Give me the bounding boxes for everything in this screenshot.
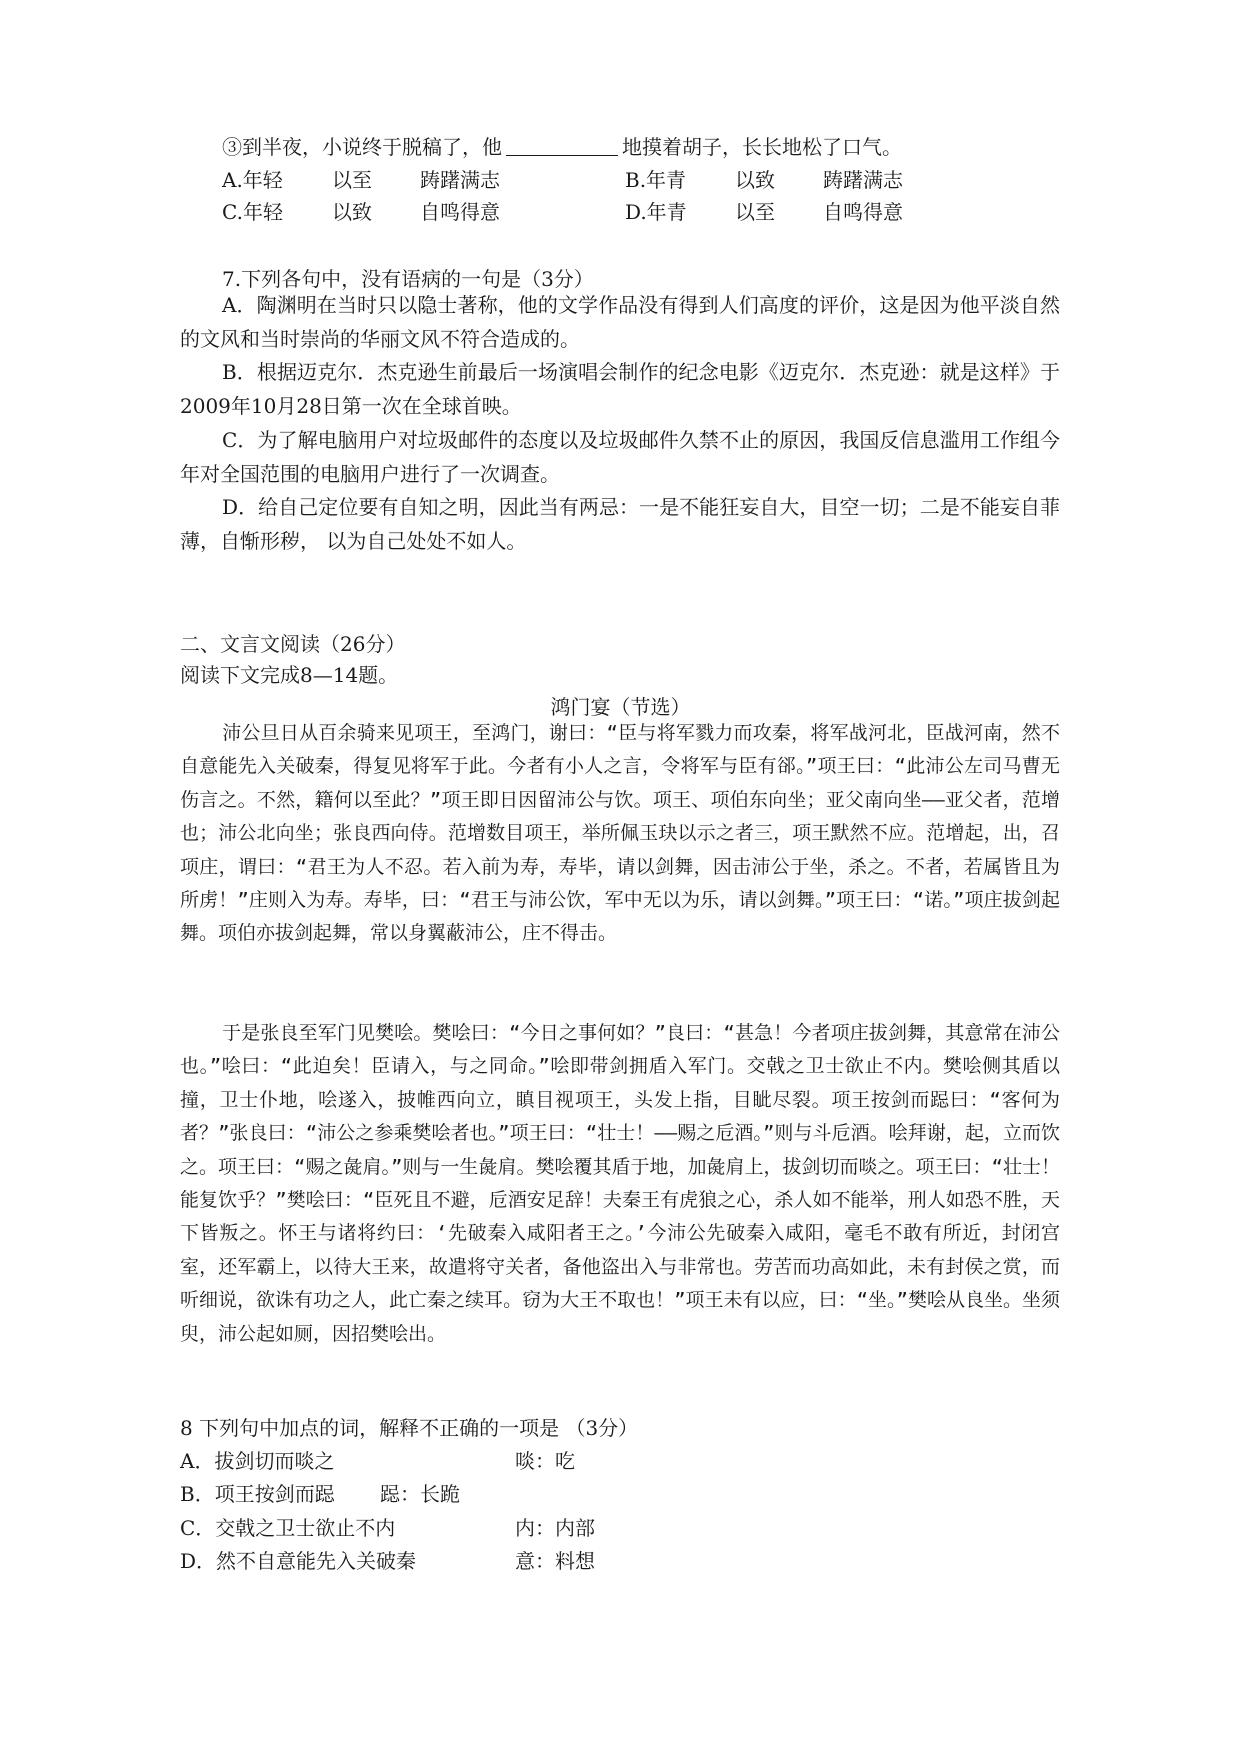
q6-option-d-w2: 以至 bbox=[735, 200, 775, 224]
q6-option-a[interactable] bbox=[222, 166, 283, 194]
q7-option-a[interactable] bbox=[180, 289, 1060, 356]
q6-option-d[interactable] bbox=[625, 198, 687, 226]
option-label: B.年青 bbox=[625, 168, 687, 192]
option-text: C．为了解电脑用户对垃圾邮件的态度以及垃圾邮件久禁不止的原因，我国反信息滥用工作组今年对全国范围的电脑用户进行了一次调查。 bbox=[180, 428, 1060, 486]
q7-stem: 7.下列各句中，没有语病的一句是（3分） bbox=[222, 267, 594, 291]
passage-text: 沛公旦日从百余骑来见项王，至鸿门，谢曰：“臣与将军戮力而攻秦，将军战河北，臣战河南，然不自意能先入关破秦，得复见将军于此。今者有小人之言，令将军与臣有郤。”项王曰：“此沛公左司马曹无伤言之。不然，籍何以至此？”项王即日因留沛公与饮。项王、项伯东向坐；亚父南向坐——亚父者，范增也；沛公北向坐；张良西向侍。范增数目项王，举所佩玉玦以示之者三，项王默然不应。范增起，出，召项庄，谓曰：“君王为人不忍。若入前为寿，寿毕，请以剑舞，因击沛公于坐，杀之。不者，若属皆且为所虏！”庄则入为寿。寿毕，曰：“君王与沛公饮，军中无以为乐，请以剑舞。”项王曰：“诺。”项庄拔剑起舞。项伯亦拔剑起舞，常以身翼蔽沛公，庄不得击。 bbox=[180, 722, 1060, 945]
q6-item3-after: 地摸着胡子，长长地松了口气。 bbox=[622, 135, 902, 159]
q6-option-a-w2: 以至 bbox=[332, 168, 372, 192]
q6-item3-before: ③到半夜，小说终于脱稿了，他 bbox=[222, 135, 502, 159]
q7-option-d[interactable] bbox=[180, 491, 1060, 558]
q6-option-c[interactable] bbox=[222, 198, 283, 226]
q6-option-b[interactable] bbox=[625, 166, 686, 194]
q6-option-b-w3: 踌躇满志 bbox=[823, 168, 903, 192]
q6-item3 bbox=[222, 133, 902, 161]
q6-option-a-w3: 踌躇满志 bbox=[420, 168, 500, 192]
option-label: D.年青 bbox=[625, 200, 687, 224]
q6-option-c-w3: 自鸣得意 bbox=[420, 200, 500, 224]
q8-stem: 8 下列句中加点的词，解释不正确的一项是 （3分） bbox=[180, 1416, 639, 1440]
q8-option-d-gloss: 意：料想 bbox=[515, 1549, 595, 1573]
passage-paragraph-2 bbox=[180, 1017, 1060, 1351]
option-label: C.年轻 bbox=[222, 200, 283, 224]
q8-option-a[interactable]: A．拔剑切而啖之 bbox=[180, 1449, 335, 1473]
q8-option-c-gloss: 内：内部 bbox=[515, 1516, 595, 1540]
passage-paragraph-1 bbox=[180, 717, 1060, 951]
section-instruction: 阅读下文完成8—14题。 bbox=[180, 663, 399, 687]
option-text: B．根据迈克尔．杰克逊生前最后一场演唱会制作的纪念电影《迈克尔．杰克逊：就是这样》于2009年10月28日第一次在全球首映。 bbox=[180, 360, 1060, 418]
passage-title: 鸿门宴（节选） bbox=[550, 695, 691, 719]
option-text: D．给自己定位要有自知之明，因此当有两忌：一是不能狂妄自大，目空一切；二是不能妄自菲薄，自惭形秽， 以为自己处处不如人。 bbox=[180, 495, 1060, 553]
option-label: A.年轻 bbox=[222, 168, 283, 192]
fill-blank[interactable] bbox=[506, 135, 618, 156]
q8-option-d[interactable]: D．然不自意能先入关破秦 bbox=[180, 1549, 417, 1573]
q6-option-c-w2: 以致 bbox=[332, 200, 372, 224]
q8-option-a-gloss: 啖：吃 bbox=[515, 1449, 575, 1473]
q6-option-b-w2: 以致 bbox=[735, 168, 775, 192]
q8-option-b-gloss: 跽：长跪 bbox=[380, 1482, 460, 1506]
option-text: A．陶渊明在当时只以隐士著称，他的文学作品没有得到人们高度的评价，这是因为他平淡自然的文风和当时崇尚的华丽文风不符合造成的。 bbox=[180, 293, 1060, 351]
passage-text: 于是张良至军门见樊哙。樊哙曰：“今日之事何如？”良曰：“甚急！今者项庄拔剑舞，其意常在沛公也。”哙曰：“此迫矣！臣请入，与之同命。”哙即带剑拥盾入军门。交戟之卫士欲止不内。樊哙侧其盾以撞，卫士仆地，哙遂入，披帷西向立，瞋目视项王，头发上指，目眦尽裂。项王按剑而跽曰：“客何为者？”张良曰：“沛公之参乘樊哙者也。”项王曰：“壮士！——赐之卮酒。”则与斗卮酒。哙拜谢，起，立而饮之。项王曰：“赐之彘肩。”则与一生彘肩。樊哙覆其盾于地，加彘肩上，拔剑切而啖之。项王曰：“壮士！能复饮乎？”樊哙曰：“臣死且不避，卮酒安足辞！夫秦王有虎狼之心，杀人如不能举，刑人如恐不胜，天下皆叛之。怀王与诸将约曰：‘先破秦入咸阳者王之。’今沛公先破秦入咸阳，毫毛不敢有所近，封闭宫室，还军霸上，以待大王来，故遣将守关者，备他盗出入与非常也。劳苦而功高如此，未有封侯之赏，而听细说，欲诛有功之人，此亡秦之续耳。窃为大王不取也！”项王未有以应，曰：“坐。”樊哙从良坐。坐须臾，沛公起如厕，因招樊哙出。 bbox=[180, 1022, 1060, 1345]
q6-option-d-w3: 自鸣得意 bbox=[823, 200, 903, 224]
section-heading: 二、文言文阅读（26分） bbox=[180, 632, 406, 656]
q8-option-b[interactable]: B．项王按剑而跽 bbox=[180, 1482, 335, 1506]
q8-option-c[interactable]: C．交戟之卫士欲止不内 bbox=[180, 1516, 396, 1540]
q7-option-c[interactable] bbox=[180, 424, 1060, 491]
q7-option-b[interactable] bbox=[180, 356, 1060, 423]
